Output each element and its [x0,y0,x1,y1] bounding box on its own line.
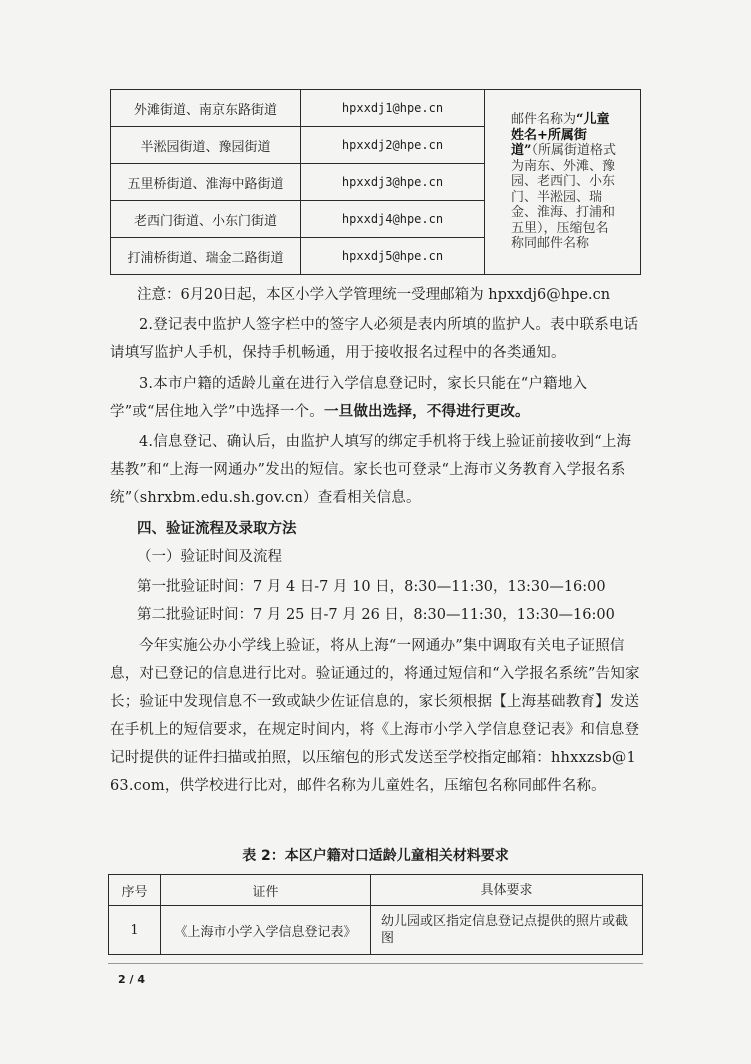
note-suffix: （所属街道格式为南东、外滩、豫园、老西门、小东门、半淞园、瑞金、淮海、打浦和五里），压缩包名称同邮件名称 [511,143,616,252]
header-no: 序号 [109,875,161,906]
table-row [109,906,643,955]
email-cell: hpxxdj3@hpe.cn [301,164,485,201]
email-table [110,89,641,275]
batch-1-time: 第一批验证时间：7 月 4 日-7 月 10 日，8:30—11:30，13:30—16:00 [137,579,606,595]
district-cell: 老西门街道、小东门街道 [111,201,301,238]
header-requirement: 具体要求 [371,875,643,906]
page-number: 2 / 4 [118,973,145,986]
email-cell: hpxxdj4@hpe.cn [301,201,485,238]
note-bold: “儿童姓名+所属街道” [511,112,610,159]
district-cell: 打浦桥街道、瑞金二路街道 [111,238,301,275]
row-document: 《上海市小学入学信息登记表》 [161,906,371,955]
item-3-bold: 一旦做出选择，不得进行更改。 [323,404,530,420]
table-row [111,90,641,127]
note-prefix: 邮件名称为 [511,112,577,128]
item-3 [110,370,644,426]
email-cell: hpxxdj5@hpe.cn [301,238,485,275]
row-no: 1 [109,906,161,955]
verification-paragraph: 今年实施公办小学线上验证，将从上海“一网通办”集中调取有关电子证照信息，对已登记的信息进行比对。验证通过的，将通过短信和“入学报名系统”告知家长；验证中发现信息不一致或缺少佐证信息的，家长须根据【上海基础教育】发送在手机上的短信要求，在规定时间内，将《上海市小学入学信息登记表》和信息登记时提供的证件扫描或拍照，以压缩包的形式发送至学校指定邮箱：hhxxzsb@163.com，供学校进行比对，邮件名称为儿童姓名，压缩包名称同邮件名称。 [110,638,640,794]
header-document: 证件 [161,875,371,906]
section-heading: 四、验证流程及录取方法 [137,521,297,537]
item-4: 4.信息登记、确认后，由监护人填写的绑定手机将于线上验证前接收到“上海基教”和“上海一网通办”发出的短信。家长也可登录“上海市义务教育入学报名系统”（shrxbm.edu.sh.gov.cn）查看相关信息。 [110,434,632,506]
district-cell: 半淞园街道、豫园街道 [111,127,301,164]
batch-2-time: 第二批验证时间：7 月 25 日-7 月 26 日，8:30—11:30，13:30—16:00 [137,607,615,623]
item-3-text: 3.本市户籍的适龄儿童在进行入学信息登记时，家长只能在“户籍地入学”或“居住地入学”中选择一个。 [110,376,588,420]
email-cell: hpxxdj2@hpe.cn [301,127,485,164]
footer-divider [108,963,643,964]
materials-table [108,874,643,955]
email-cell: hpxxdj1@hpe.cn [301,90,485,127]
district-cell: 外滩街道、南京东路街道 [111,90,301,127]
district-cell: 五里桥街道、淮海中路街道 [111,164,301,201]
item-2: 2.登记表中监护人签字栏中的签字人必须是表内所填的监护人。表中联系电话请填写监护人手机，保持手机畅通，用于接收报名过程中的各类通知。 [110,317,639,361]
notice-text: 注意：6月20日起，本区小学入学管理统一受理邮箱为 hpxxdj6@hpe.cn [137,287,611,303]
table-2-caption: 表 2：本区户籍对口适龄儿童相关材料要求 [242,848,509,864]
table-header-row [109,875,643,906]
email-naming-note [485,90,641,275]
subsection-heading: （一）验证时间及流程 [137,549,282,565]
row-requirement: 幼儿园或区指定信息登记点提供的照片或截图 [371,906,643,955]
